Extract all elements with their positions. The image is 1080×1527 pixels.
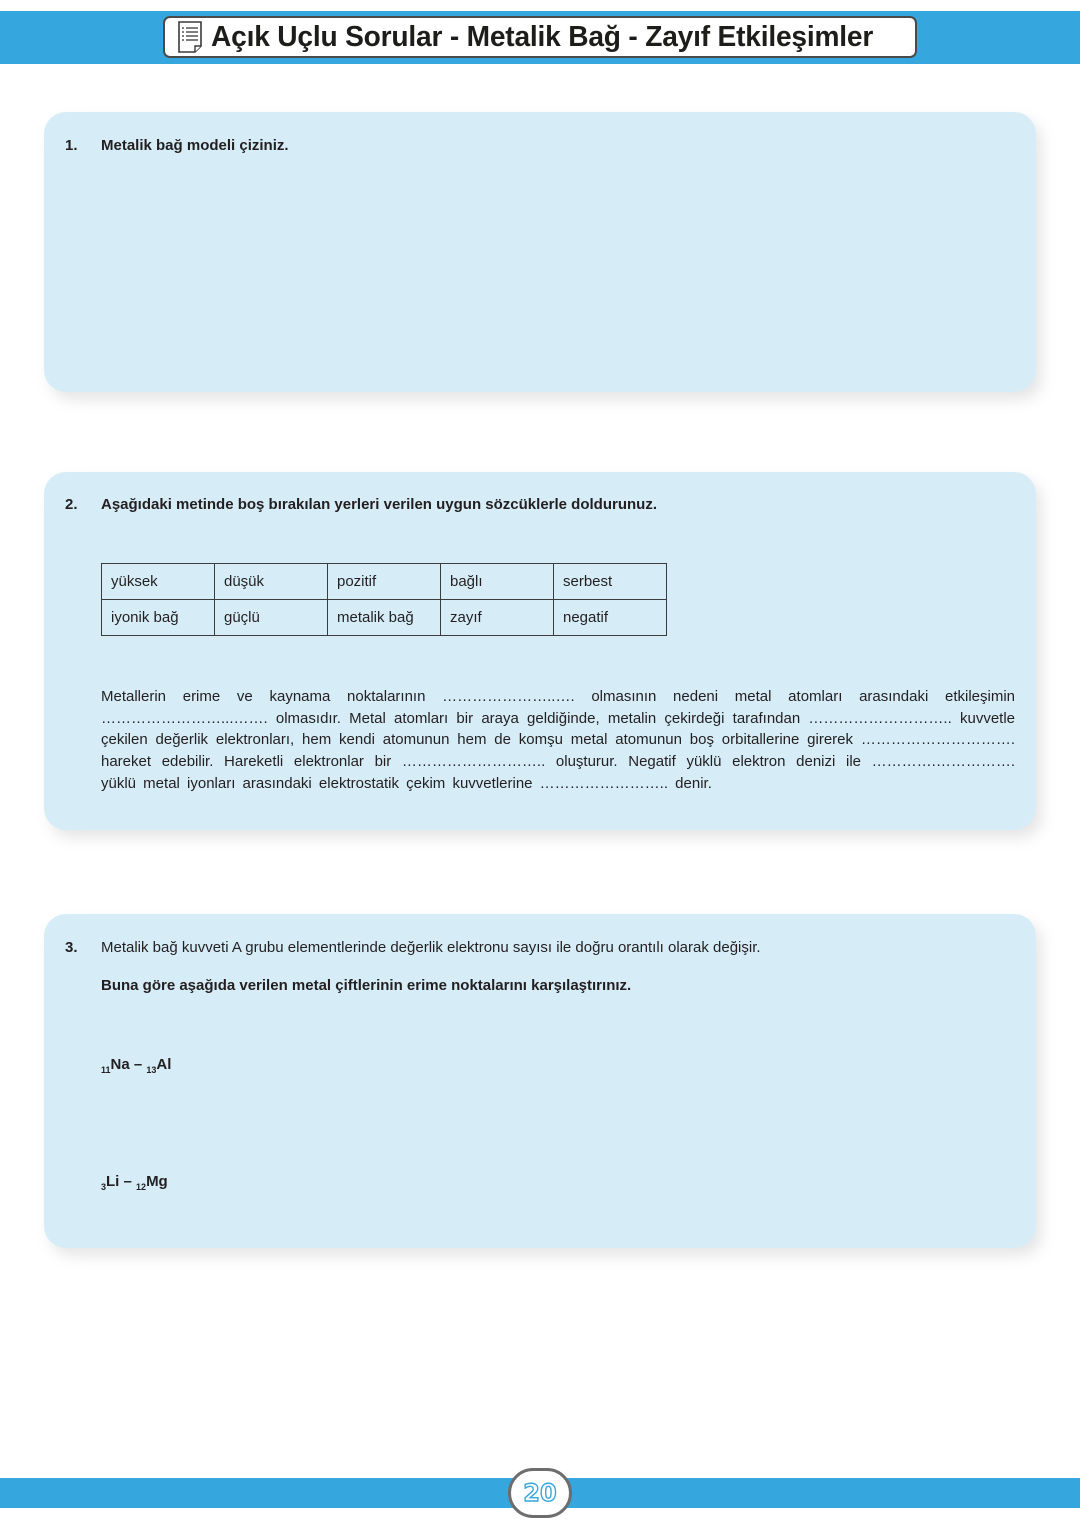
word-cell: bağlı <box>441 564 554 600</box>
metal-pair-li-mg <box>101 1173 168 1192</box>
page-number: 20 <box>523 1479 557 1507</box>
element-symbol: Al <box>156 1056 172 1073</box>
word-cell: serbest <box>554 564 667 600</box>
table-row <box>102 564 667 600</box>
word-cell: yüksek <box>102 564 215 600</box>
question-card-1 <box>44 112 1036 392</box>
word-cell: iyonik bağ <box>102 600 215 636</box>
question-prompt: Aşağıdaki metinde boş bırakılan yerleri verilen uygun sözcüklerle doldurunuz. <box>101 496 657 513</box>
metal-pair-na-al <box>101 1056 171 1075</box>
question-number: 2. <box>65 496 78 513</box>
atomic-number: 12 <box>136 1182 147 1192</box>
atomic-number: 13 <box>146 1065 157 1075</box>
page-title-box <box>163 16 917 58</box>
element-symbol: Li <box>106 1173 120 1190</box>
pair-dash: – <box>119 1173 137 1190</box>
question-card-3 <box>44 914 1036 1248</box>
question-number: 1. <box>65 137 78 154</box>
fill-in-blank-paragraph: Metallerin erime ve kaynama noktalarının …………………..…. olmasının nedeni metal atomları arasındaki etkileşimin ……………………...……. olmasıdır. Metal atomları bir araya geldiğinde, metalin çekirdeği tarafından ……………………….. kuvvetle çekilen değerlik elektronları, hem kendi atomunun hem de komşu metal atomunun boş orbitallerine girerek …………………………. hareket edebilir. Hareketli elektronlar bir ……………………….. oluşturur. Negatif yüklü elektron denizi ile ………….……………. yüklü metal iyonları arasındaki elektrostatik çekim kuvvetlerine …………………….. denir. <box>101 688 1015 792</box>
word-cell: güçlü <box>215 600 328 636</box>
word-cell: pozitif <box>328 564 441 600</box>
question-card-2 <box>44 472 1036 830</box>
document-list-icon <box>177 21 203 53</box>
word-cell: düşük <box>215 564 328 600</box>
page-number-badge <box>508 1468 572 1518</box>
atomic-number: 11 <box>101 1065 111 1075</box>
table-row <box>102 600 667 636</box>
page-title: Açık Uçlu Sorular - Metalik Bağ - Zayıf Etkileşimler <box>211 20 874 53</box>
element-symbol: Na <box>110 1056 130 1073</box>
word-cell: negatif <box>554 600 667 636</box>
question-prompt: Buna göre aşağıda verilen metal çiftlerinin erime noktalarını karşılaştırınız. <box>101 977 632 994</box>
pair-dash: – <box>129 1056 147 1073</box>
word-cell: metalik bağ <box>328 600 441 636</box>
question-statement: Metalik bağ kuvveti A grubu elementlerinde değerlik elektronu sayısı ile doğru orantılı olarak değişir. <box>101 939 761 956</box>
word-bank-table <box>101 563 667 636</box>
atomic-number: 3 <box>101 1182 107 1192</box>
element-symbol: Mg <box>146 1173 168 1190</box>
question-number: 3. <box>65 939 78 956</box>
word-cell: zayıf <box>441 600 554 636</box>
question-prompt: Metalik bağ modeli çiziniz. <box>101 137 289 154</box>
